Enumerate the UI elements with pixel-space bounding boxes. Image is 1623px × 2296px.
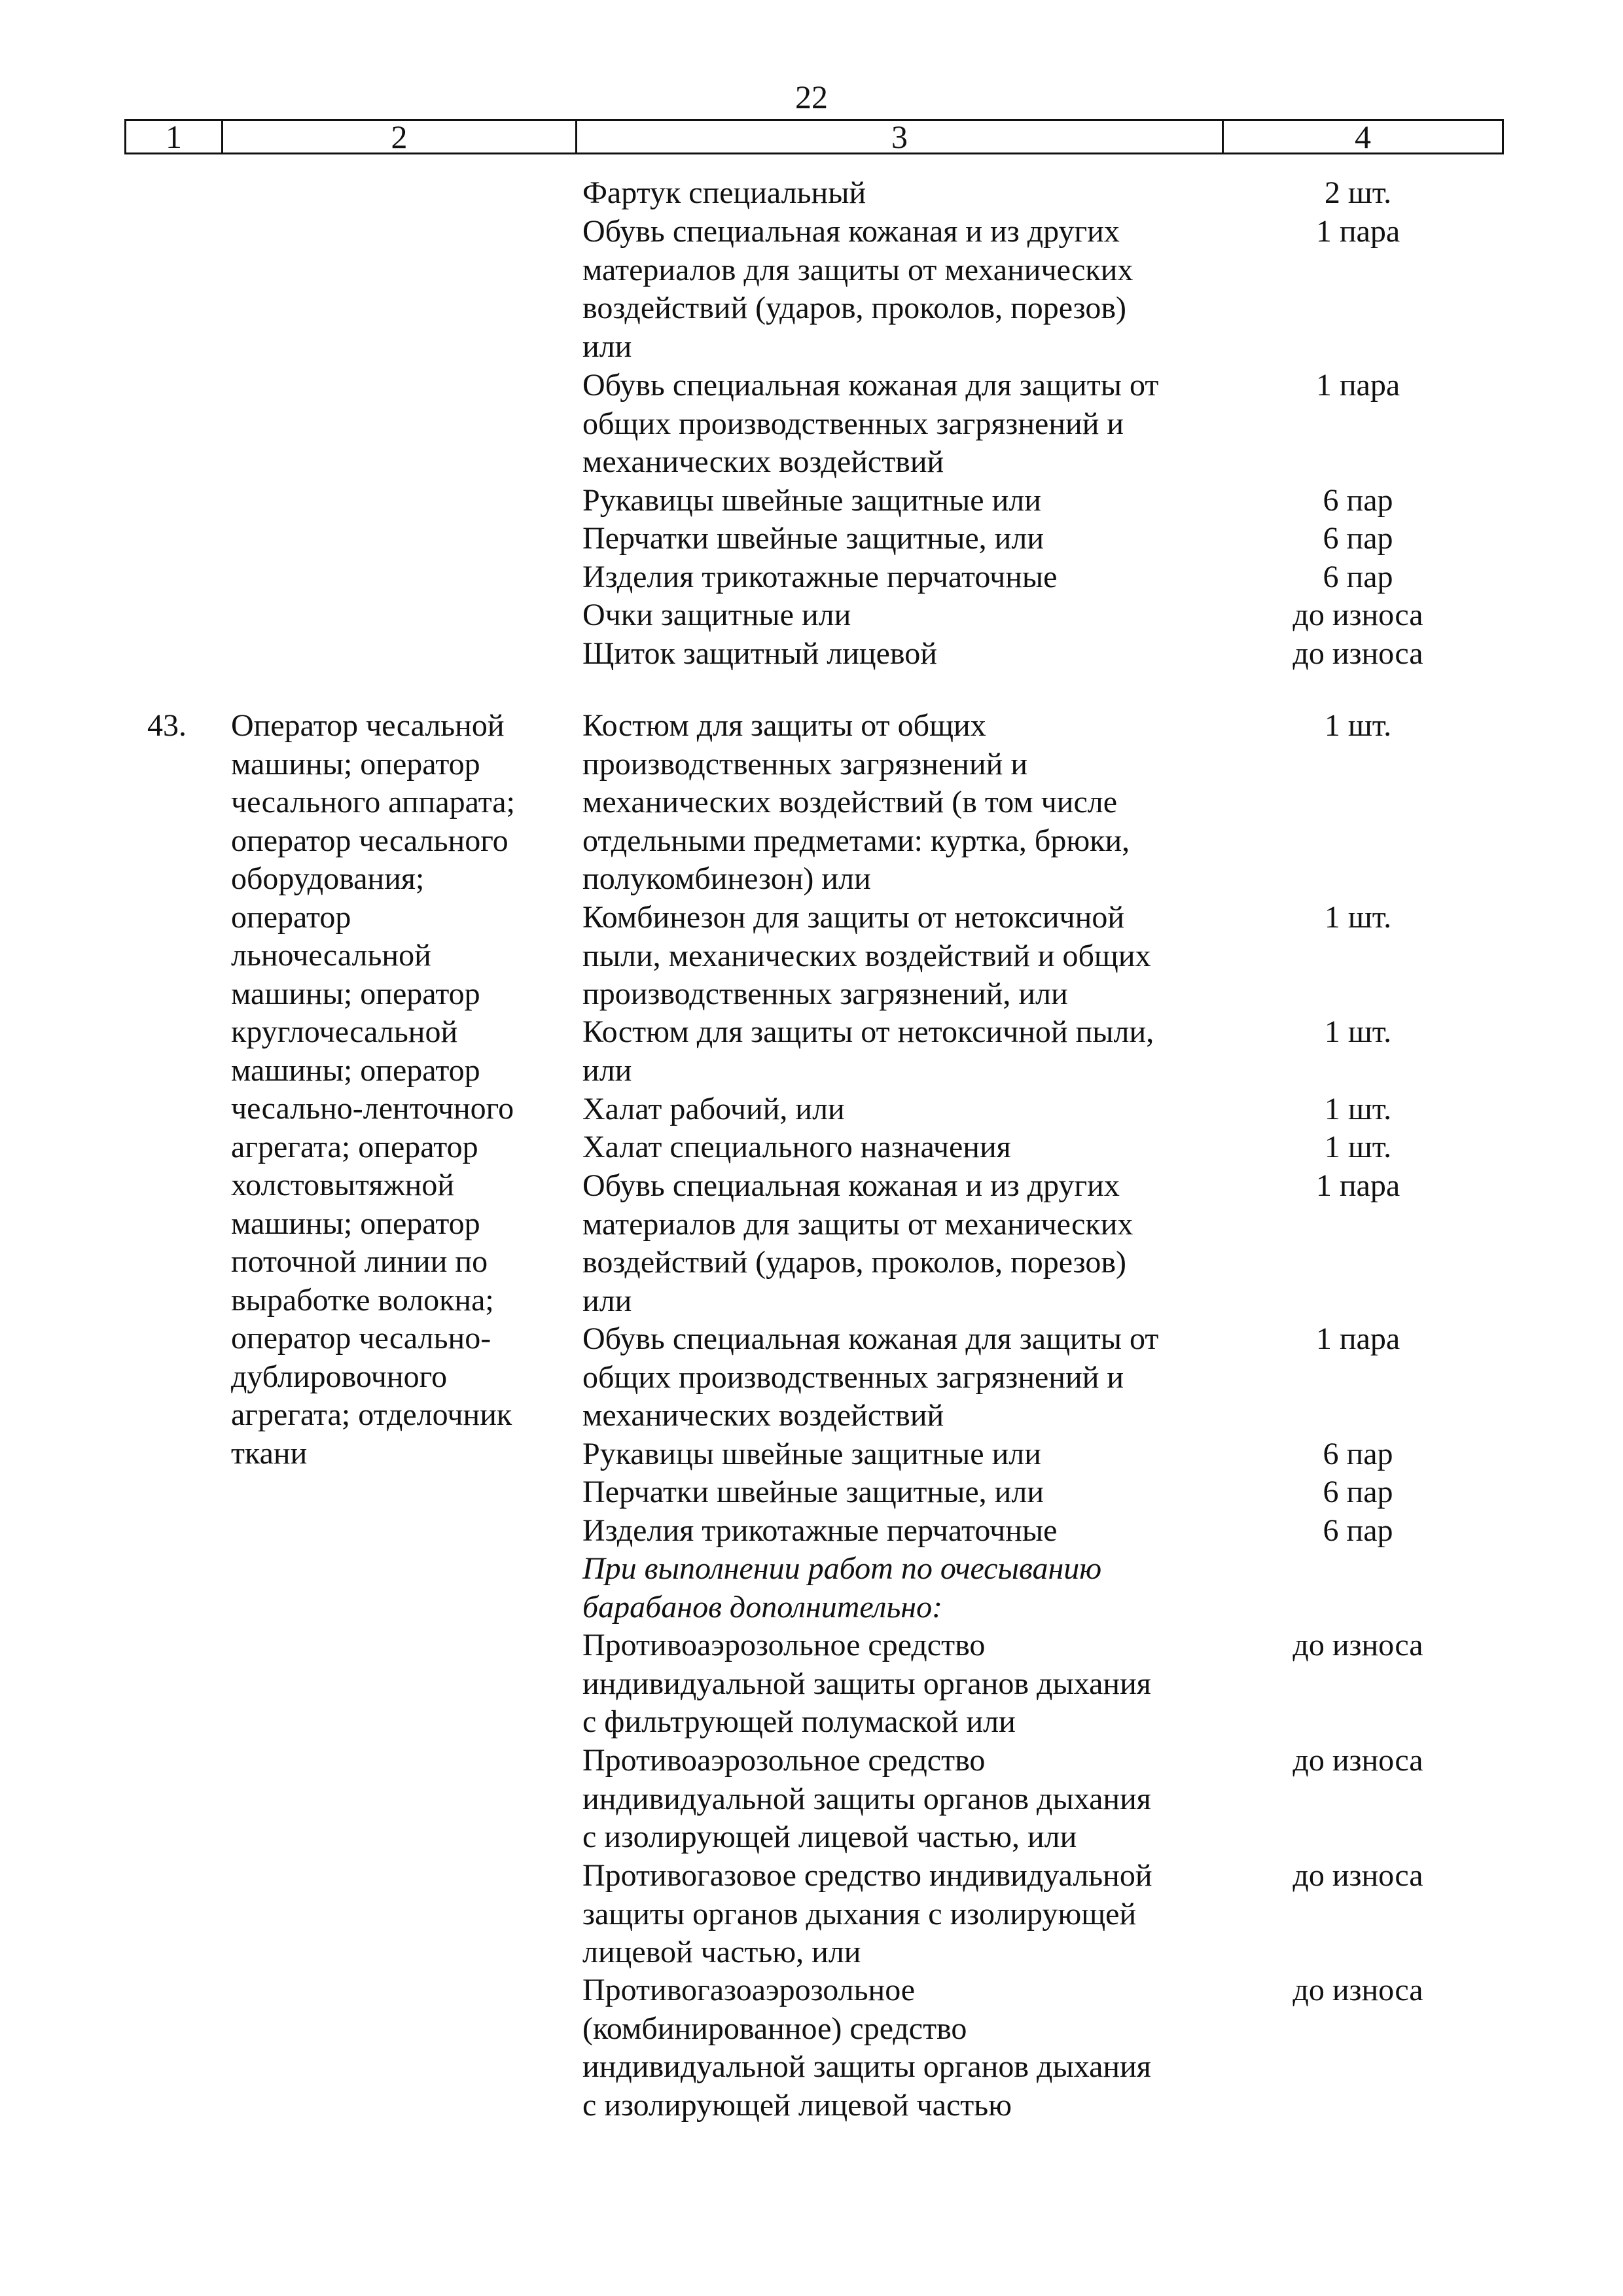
item-name: Противогазовое средство индивидуальной защиты органов дыхания с изолирующей лицевой частью, или [582, 1858, 1152, 1969]
item-qty: 1 шт. [1324, 1130, 1392, 1164]
additional-note: При выполнении работ по очесыванию барабанов дополнительно: [582, 1551, 1102, 1624]
item-name: Очки защитные или [582, 598, 851, 632]
item-name: Рукавицы швейные защитные или [582, 483, 1041, 518]
item-name: Халат специального назначения [582, 1130, 1011, 1164]
item-name: Фартук специальный [582, 175, 866, 210]
item-qty: 1 шт. [1324, 900, 1392, 935]
item-qty: 6 пар [1323, 1437, 1393, 1471]
table-header-row [124, 119, 1504, 154]
item-name: Изделия трикотажные перчаточные [582, 560, 1058, 594]
item-name: Халат рабочий, или [582, 1092, 845, 1126]
item-name: Противоаэрозольное средство индивидуальной защиты органов дыхания с фильтрующей полумаской или [582, 1628, 1151, 1739]
header-cell-4: 4 [1222, 121, 1502, 152]
item-qty: до износа [1293, 598, 1423, 632]
item-name: Перчатки швейные защитные, или [582, 521, 1044, 556]
item-qty: до износа [1293, 636, 1423, 671]
item-qty: 6 пар [1323, 521, 1393, 556]
header-cell-1: 1 [166, 118, 182, 155]
item-qty: 1 шт. [1324, 708, 1392, 743]
item-qty: 6 пар [1323, 1475, 1393, 1509]
item-name: Обувь специальная кожаная для защиты от общих производственных загрязнений и механических воздействий [582, 1321, 1159, 1433]
item-qty: до износа [1293, 1628, 1423, 1662]
item-name: Рукавицы швейные защитные или [582, 1437, 1041, 1471]
item-name: Костюм для защиты от общих производственных загрязнений и механических воздействий (в том числе отдельными предметами: куртка, брюки, полукомбинезон) или [582, 708, 1130, 896]
item-qty: 6 пар [1323, 560, 1393, 594]
item-qty: 6 пар [1323, 483, 1393, 518]
item-name: Противоаэрозольное средство индивидуальной защиты органов дыхания с изолирующей лицевой частью, или [582, 1743, 1151, 1854]
item-name: Изделия трикотажные перчаточные [582, 1513, 1058, 1548]
page-number: 22 [795, 79, 828, 115]
item-name: Противогазоаэрозольное (комбинированное) средство индивидуальной защиты органов дыхания с изолирующей лицевой частью [582, 1973, 1151, 2123]
item-name: Перчатки швейные защитные, или [582, 1475, 1044, 1509]
item-qty: 1 шт. [1324, 1092, 1392, 1126]
item-qty: 1 пара [1315, 368, 1400, 403]
item-qty: 1 пара [1315, 214, 1400, 249]
item-name: Щиток защитный лицевой [582, 636, 937, 671]
item-qty: 2 шт. [1324, 175, 1392, 210]
item-qty: 1 пара [1315, 1321, 1400, 1356]
item-name: Обувь специальная кожаная для защиты от общих производственных загрязнений и механических воздействий [582, 368, 1159, 479]
header-cell-2: 2 [221, 121, 575, 152]
item-qty: до износа [1293, 1858, 1423, 1893]
item-qty: 1 пара [1315, 1168, 1400, 1203]
item-qty: 6 пар [1323, 1513, 1393, 1548]
item-qty: до износа [1293, 1973, 1423, 2007]
item-qty: 1 шт. [1324, 1014, 1392, 1049]
item-name: Обувь специальная кожаная и из других материалов для защиты от механических воздействий (ударов, проколов, порезов) или [582, 214, 1133, 364]
profession-text: Оператор чесальной машины; оператор чесального аппарата; оператор чесального оборудования; оператор льночесальной машины; оператор круглочесальной машины; оператор чесально-ленточного агрегата; оператор холстовытяжной машины; оператор поточной линии по выработке волокна; оператор чесально- дублировочного агрегата; отделочник ткани [231, 708, 515, 1471]
entry-number: 43. [147, 708, 187, 743]
item-name: Комбинезон для защиты от нетоксичной пыли, механических воздействий и общих производственных загрязнений, или [582, 900, 1151, 1011]
item-name: Костюм для защиты от нетоксичной пыли, или [582, 1014, 1154, 1088]
item-name: Обувь специальная кожаная и из других материалов для защиты от механических воздействий (ударов, проколов, порезов) или [582, 1168, 1133, 1318]
header-cell-3: 3 [575, 121, 1222, 152]
item-qty: до износа [1293, 1743, 1423, 1778]
